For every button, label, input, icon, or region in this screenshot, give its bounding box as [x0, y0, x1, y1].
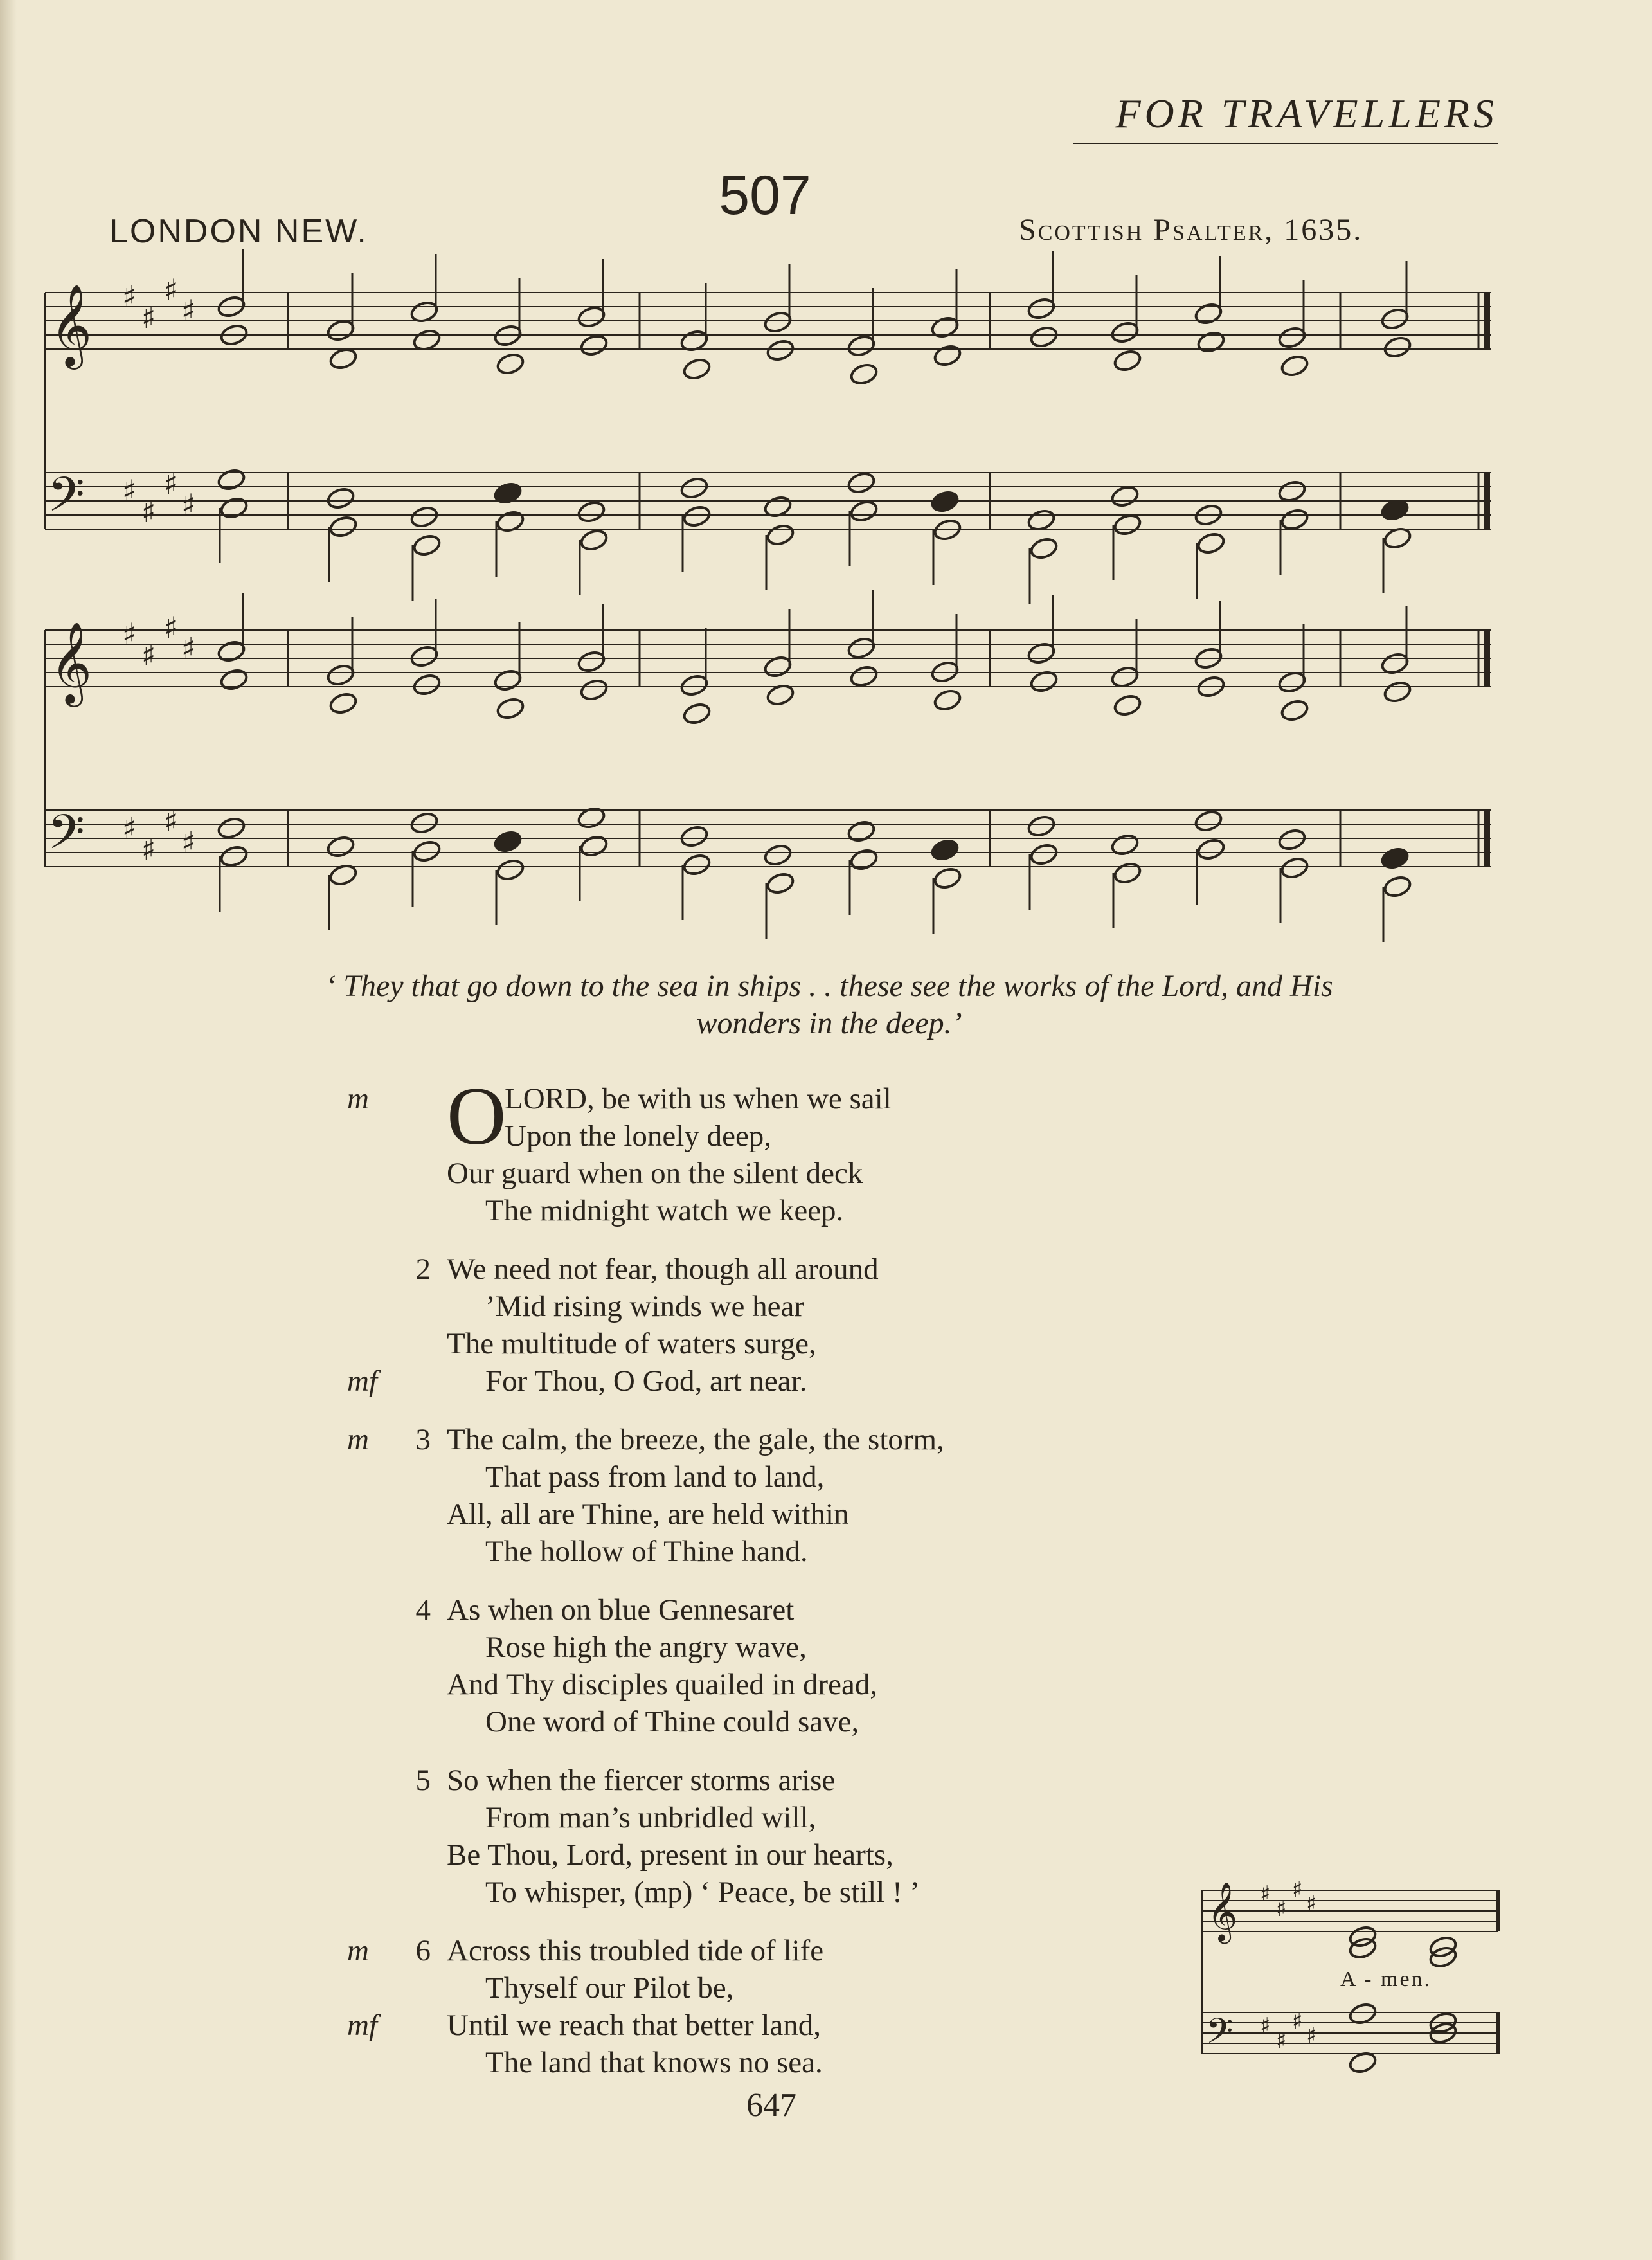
note-icon — [493, 481, 523, 505]
note-icon — [849, 847, 879, 872]
note-icon — [849, 362, 879, 386]
verse-line: The land that knows no sea. — [485, 2046, 823, 2079]
bass-clef-icon: 𝄢 — [1206, 2011, 1234, 2060]
note-icon — [1194, 809, 1223, 833]
note-icon — [1110, 665, 1140, 689]
note-icon — [682, 701, 712, 726]
note-icon — [1110, 320, 1140, 345]
note-icon — [763, 310, 793, 334]
note-icon — [493, 829, 523, 854]
note-icon — [496, 858, 525, 882]
note-icon — [409, 505, 439, 529]
verse-line: As when on blue Gennesaret — [447, 1593, 795, 1627]
note-icon — [409, 811, 439, 835]
note-icon — [847, 471, 876, 495]
verse-line: To whisper, (mp) ‘ Peace, be still ! ’ — [485, 1876, 920, 1909]
verse-line: From man’s unbridled will, — [485, 1801, 816, 1834]
verse-number: 4 — [415, 1593, 431, 1627]
verse-number: 5 — [415, 1764, 431, 1797]
note-icon — [847, 636, 876, 660]
verse-line: The multitude of waters surge, — [447, 1327, 816, 1361]
running-head: FOR TRAVELLERS — [1073, 90, 1498, 144]
note-icon — [1113, 693, 1142, 718]
note-icon — [679, 476, 709, 500]
note-icon — [1280, 698, 1309, 723]
note-icon — [326, 663, 355, 687]
verse-line: Thyself our Pilot be, — [485, 1971, 734, 2005]
note-icon — [1027, 296, 1056, 321]
note-icon — [328, 347, 358, 371]
sharp-icon: ♯ — [1292, 1877, 1303, 1903]
note-icon — [1113, 512, 1142, 537]
verse-5 — [347, 1762, 1183, 1911]
note-icon — [766, 523, 795, 547]
final-barline — [1484, 630, 1490, 687]
sharp-icon: ♯ — [141, 638, 156, 673]
note-icon — [1277, 827, 1307, 852]
verse-number: 6 — [415, 1934, 431, 1967]
verse-line: That pass from land to land, — [485, 1460, 825, 1494]
sharp-icon: ♯ — [141, 494, 156, 529]
dynamic-mark: m — [347, 1082, 369, 1116]
note-icon — [763, 843, 793, 867]
note-icon — [326, 486, 355, 511]
note-icon — [682, 853, 712, 877]
note-icon — [930, 838, 960, 862]
note-icon — [219, 667, 249, 692]
note-icon — [219, 844, 249, 869]
sharp-icon: ♯ — [122, 279, 137, 314]
note-icon — [217, 639, 246, 664]
tune-name: LONDON NEW. — [109, 213, 368, 250]
dynamic-mark: m — [347, 1934, 369, 1967]
note-icon — [933, 343, 962, 368]
note-icon — [1383, 874, 1412, 899]
sharp-icon: ♯ — [181, 631, 196, 665]
verse-1 — [347, 1071, 1183, 1229]
verse-line: For Thou, O God, art near. — [485, 1364, 807, 1398]
epigraph-line-1: ‘ They that go down to the sea in ships . . these see the works of the Lord, and His — [325, 969, 1333, 1003]
sharp-icon: ♯ — [141, 832, 156, 867]
sharp-icon: ♯ — [1292, 2009, 1303, 2034]
note-icon — [217, 816, 246, 840]
final-barline — [1484, 473, 1490, 529]
final-barline — [1484, 810, 1490, 867]
note-icon — [1110, 833, 1140, 857]
verse-line: So when the fiercer storms arise — [447, 1764, 836, 1797]
note-icon — [766, 871, 795, 896]
note-icon — [579, 333, 609, 357]
verse-number: 2 — [415, 1252, 431, 1286]
note-icon — [847, 819, 876, 844]
note-icon — [409, 644, 439, 669]
verse-line: One word of Thine could save, — [485, 1705, 859, 1739]
note-icon — [933, 688, 962, 712]
note-icon — [1380, 307, 1410, 331]
note-icon — [849, 499, 879, 523]
note-icon — [579, 528, 609, 552]
note-icon — [1027, 814, 1056, 838]
sharp-icon: ♯ — [181, 825, 196, 860]
page-number: 647 — [746, 2087, 796, 2124]
sharp-icon: ♯ — [164, 273, 179, 307]
sharp-icon: ♯ — [1276, 2028, 1287, 2054]
sharp-icon: ♯ — [181, 293, 196, 328]
verse-2 — [347, 1251, 1183, 1400]
note-icon — [493, 668, 523, 692]
note-icon — [412, 533, 442, 557]
dynamic-mark: mf — [347, 1364, 377, 1398]
verse-line: And Thy disciples quailed in dread, — [447, 1668, 878, 1701]
note-icon — [412, 673, 442, 697]
note-icon — [847, 334, 876, 358]
sharp-icon: ♯ — [122, 811, 137, 845]
sharp-icon: ♯ — [1306, 1891, 1317, 1917]
verse-line: Our guard when on the silent deck — [447, 1157, 863, 1190]
dynamic-mark: m — [347, 1423, 369, 1456]
epigraph-line-2: wonders in the deep.’ — [696, 1006, 962, 1040]
sharp-icon: ♯ — [164, 610, 179, 645]
note-icon — [577, 500, 606, 524]
bass-clef-icon: 𝄢 — [48, 804, 85, 872]
note-icon — [1196, 330, 1226, 354]
bass-clef-icon: 𝄢 — [48, 467, 85, 534]
note-icon — [930, 315, 960, 339]
note-icon — [1196, 531, 1226, 556]
note-icon — [217, 467, 246, 492]
verse-line: The midnight watch we keep. — [485, 1194, 844, 1227]
hymn-number: 507 — [719, 165, 811, 226]
sharp-icon: ♯ — [122, 473, 137, 508]
note-icon — [496, 509, 525, 534]
note-icon — [933, 866, 962, 890]
verse-line: Be Thou, Lord, present in our hearts, — [447, 1838, 893, 1872]
sharp-icon: ♯ — [122, 617, 137, 651]
note-icon — [1280, 507, 1309, 532]
note-icon — [679, 824, 709, 849]
verse-line: Until we reach that better land, — [447, 2009, 822, 2042]
note-icon — [326, 318, 355, 343]
verse-6 — [347, 1932, 1183, 2081]
note-icon — [328, 514, 358, 539]
note-icon — [496, 352, 525, 376]
verse-line: The hollow of Thine hand. — [485, 1535, 808, 1568]
sharp-icon: ♯ — [164, 466, 179, 501]
dynamic-mark: mf — [347, 2009, 377, 2042]
note-icon — [679, 673, 709, 698]
note-icon — [1277, 325, 1307, 350]
sharp-icon: ♯ — [1276, 1896, 1287, 1922]
note-icon — [1029, 536, 1059, 561]
sharp-icon: ♯ — [141, 300, 156, 335]
verse-line: We need not fear, though all around — [447, 1252, 879, 1286]
verse-3 — [347, 1421, 1183, 1570]
final-barline — [1484, 293, 1490, 349]
verse-number: 3 — [415, 1423, 431, 1456]
note-icon — [682, 357, 712, 381]
note-icon — [1280, 856, 1309, 880]
sharp-icon: ♯ — [1306, 2023, 1317, 2048]
note-icon — [930, 489, 960, 514]
epigraph — [116, 968, 1543, 1042]
note-icon — [496, 696, 525, 721]
note-icon — [1194, 302, 1223, 326]
note-icon — [1383, 680, 1412, 704]
note-icon — [1113, 348, 1142, 373]
note-icon — [1280, 354, 1309, 378]
verse-line: LORD, be with us when we sail — [505, 1082, 892, 1116]
drop-cap: O — [447, 1071, 507, 1162]
treble-clef-icon: 𝄞 — [50, 284, 93, 366]
note-icon — [1383, 335, 1412, 359]
verse-line: All, all are Thine, are held within — [447, 1497, 849, 1531]
sharp-icon: ♯ — [1260, 1881, 1271, 1907]
tune-source: Scottish Psalter, 1635. — [1019, 213, 1363, 247]
verse-line: Across this troubled tide of life — [447, 1934, 824, 1967]
verse-line: ’Mid rising winds we hear — [485, 1290, 805, 1323]
note-icon — [328, 691, 358, 716]
note-icon — [1029, 325, 1059, 349]
note-icon — [579, 678, 609, 702]
treble-clef-icon: 𝄞 — [50, 621, 93, 703]
note-icon — [412, 839, 442, 863]
note-icon — [849, 664, 879, 689]
sharp-icon: ♯ — [164, 804, 179, 838]
note-icon — [766, 338, 795, 363]
amen-label: A - men. — [1340, 1967, 1432, 1991]
verse-line: Rose high the angry wave, — [485, 1631, 807, 1664]
note-icon — [579, 834, 609, 858]
verse-line: The calm, the breeze, the gale, the storm, — [447, 1423, 944, 1456]
note-icon — [1113, 861, 1142, 885]
note-icon — [682, 504, 712, 529]
note-icon — [577, 305, 606, 329]
note-icon — [1277, 479, 1307, 503]
verse-4 — [347, 1591, 1183, 1740]
note-icon — [577, 806, 606, 830]
sharp-icon: ♯ — [1260, 2013, 1271, 2039]
treble-clef-icon: 𝄞 — [1207, 1881, 1238, 1941]
note-icon — [1029, 842, 1059, 867]
verse-line: Upon the lonely deep, — [505, 1119, 772, 1153]
note-icon — [1277, 670, 1307, 694]
sharp-icon: ♯ — [181, 487, 196, 522]
note-icon — [1110, 484, 1140, 509]
note-icon — [219, 496, 249, 520]
note-icon — [1196, 837, 1226, 862]
note-icon — [577, 649, 606, 674]
